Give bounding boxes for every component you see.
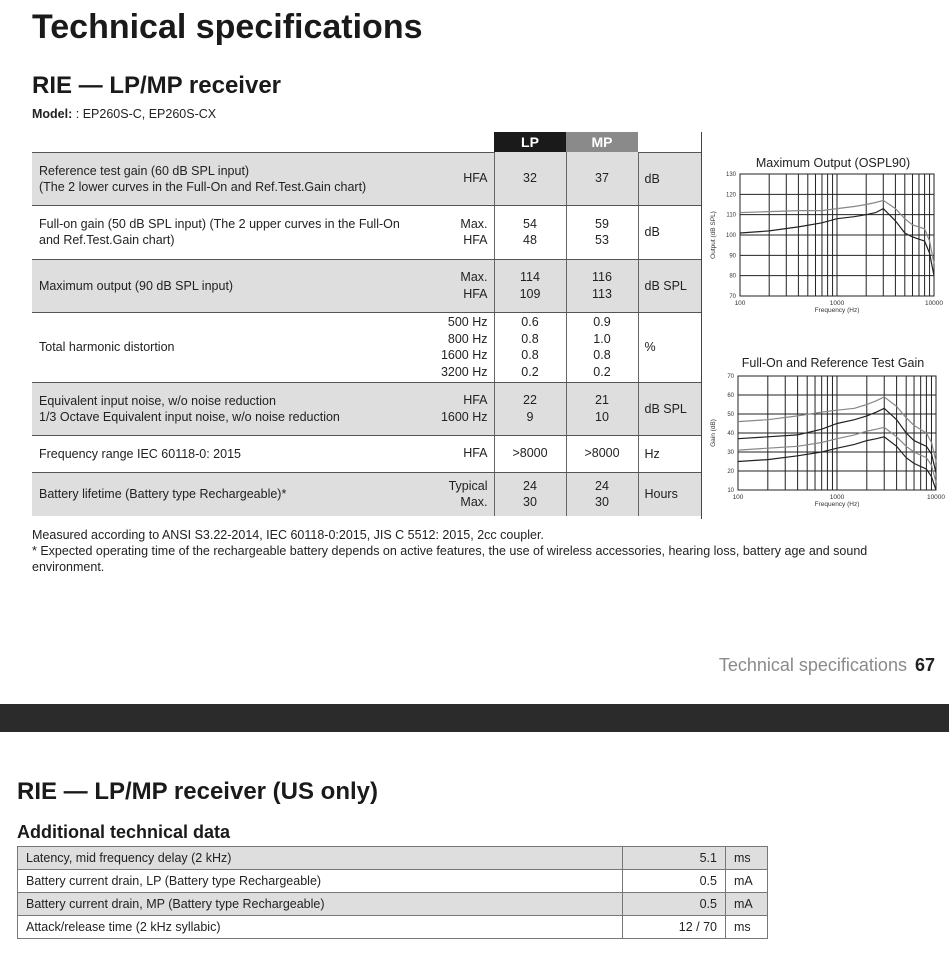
lp-value: 114 109 [494,259,566,312]
page-footer [719,655,935,676]
y-tick-label: 120 [725,192,736,199]
row-label: Battery current drain, MP (Battery type Rechargeable) [18,893,623,916]
spec-label: Maximum output (90 dB SPL input) [32,259,430,312]
subheading: Additional technical data [17,822,231,842]
spec-qualifier: Max. HFA [430,205,494,259]
chart-maximum-output [706,152,946,322]
spec-label: Total harmonic distortion [32,312,430,382]
spec-label: Equivalent input noise, w/o noise reduction 1/3 Octave Equivalent input noise, w/o noise reduction [32,382,430,435]
lp-value: 24 30 [494,472,566,516]
x-tick-label: 100 [732,494,744,501]
spec-unit: Hz [638,435,702,472]
spec-unit: dB [638,205,702,259]
x-tick-label: 100 [734,300,746,307]
column-header-mp: MP [566,132,638,152]
spec-label: Full-on gain (50 dB SPL input) (The 2 upper curves in the Full-On and Ref.Test.Gain chart) [32,205,430,259]
row-label: Attack/release time (2 kHz syllabic) [18,916,623,939]
row-unit: mA [726,893,768,916]
spec-row-full-on-gain [32,205,702,259]
model-label: Model: [32,107,73,121]
lp-value: 0.6 0.8 0.8 0.2 [494,312,566,382]
y-tick-label: 70 [727,374,734,380]
x-tick-label: 1000 [829,300,845,307]
spec-label: Reference test gain (60 dB SPL input) (The 2 lower curves in the Full-On and Ref.Test.Gain chart) [32,152,430,205]
spec-unit: dB SPL [638,382,702,435]
page-title: Technical specifications [32,8,423,46]
row-value: 12 / 70 [623,916,726,939]
mp-value: 24 30 [566,472,638,516]
column-header-lp: LP [494,132,566,152]
y-tick-label: 90 [729,253,736,260]
chart-full-on-gain [706,352,946,518]
table-row [18,893,768,916]
y-tick-label: 70 [729,294,736,300]
table-row [18,870,768,893]
row-value: 5.1 [623,847,726,870]
section-heading-us: RIE — LP/MP receiver (US only) [17,778,378,805]
y-tick-label: 110 [726,212,736,219]
page-separator-band [0,704,949,732]
spec-header-row [32,132,702,152]
y-tick-label: 40 [727,431,734,437]
spec-row-input-noise [32,382,702,435]
y-tick-label: 30 [727,450,734,456]
spec-unit: dB SPL [638,259,702,312]
mp-value: 116 113 [566,259,638,312]
x-tick-label: 10000 [924,300,944,307]
y-tick-label: 100 [725,233,736,239]
spec-label: Battery lifetime (Battery type Rechargeable)* [32,472,430,516]
footer-section: Technical specifications [718,655,907,675]
spec-qualifier: Typical Max. [430,472,494,516]
additional-data-table [17,846,768,939]
x-tick-label: 1000 [829,494,845,501]
spec-unit: dB [638,152,702,205]
spec-table [32,132,702,516]
mp-value: 37 [566,152,638,205]
spec-row-battery-lifetime [32,472,702,516]
mp-value: 21 10 [566,382,638,435]
table-row [18,916,768,939]
model-value: : EP260S-C, EP260S-CX [75,107,217,121]
lp-value: >8000 [494,435,566,472]
spec-qualifier: HFA [430,435,494,472]
x-axis-label: Frequency (Hz) [814,501,860,508]
model-line [32,107,216,121]
x-axis-label: Frequency (Hz) [814,307,860,314]
y-axis-label: Gain (dB) [710,419,717,447]
spec-label: Frequency range IEC 60118-0: 2015 [32,435,430,472]
row-unit: mA [726,870,768,893]
row-label: Latency, mid frequency delay (2 kHz) [18,847,623,870]
spec-qualifier: HFA [430,152,494,205]
lp-value: 22 9 [494,382,566,435]
spec-row-frequency-range [32,435,702,472]
spec-row-harmonic-distortion [32,312,702,382]
y-tick-label: 10 [727,488,734,494]
spec-unit: % [638,312,702,382]
spec-unit: Hours [638,472,702,516]
battery-footnote: * Expected operating time of the rechargeable battery depends on active features, the use of wireless accessories, hearing loss, battery age and sound environment. [32,544,868,574]
y-tick-label: 20 [727,469,734,475]
page-number: 67 [914,655,935,675]
y-tick-label: 50 [727,412,734,418]
row-label: Battery current drain, LP (Battery type Rechargeable) [18,870,623,893]
spec-row-maximum-output [32,259,702,312]
chart-divider [701,132,702,519]
chart-title: Full-On and Reference Test Gain [741,356,925,370]
row-value: 0.5 [623,893,726,916]
row-unit: ms [726,847,768,870]
section-heading: RIE — LP/MP receiver [32,72,281,99]
mp-value: 0.9 1.0 0.8 0.2 [566,312,638,382]
row-unit: ms [726,916,768,939]
spec-qualifier: 500 Hz 800 Hz 1600 Hz 3200 Hz [430,312,494,382]
x-tick-label: 10000 [926,494,946,501]
chart-title: Maximum Output (OSPL90) [755,156,911,170]
spec-qualifier: HFA 1600 Hz [430,382,494,435]
lp-value: 32 [494,152,566,205]
y-tick-label: 60 [727,393,734,399]
row-value: 0.5 [623,870,726,893]
spec-qualifier: Max. HFA [430,259,494,312]
table-row [18,847,768,870]
y-axis-label: Output (dB SPL) [710,211,717,259]
y-tick-label: 130 [725,172,736,178]
lp-value: 54 48 [494,205,566,259]
mp-value: 59 53 [566,205,638,259]
spec-row-reference-gain [32,152,702,205]
y-tick-label: 80 [729,273,736,280]
mp-value: >8000 [566,435,638,472]
measurement-note: Measured according to ANSI S3.22-2014, IEC 60118-0:2015, JIS C 5512: 2015, 2cc coupler. [32,528,544,542]
